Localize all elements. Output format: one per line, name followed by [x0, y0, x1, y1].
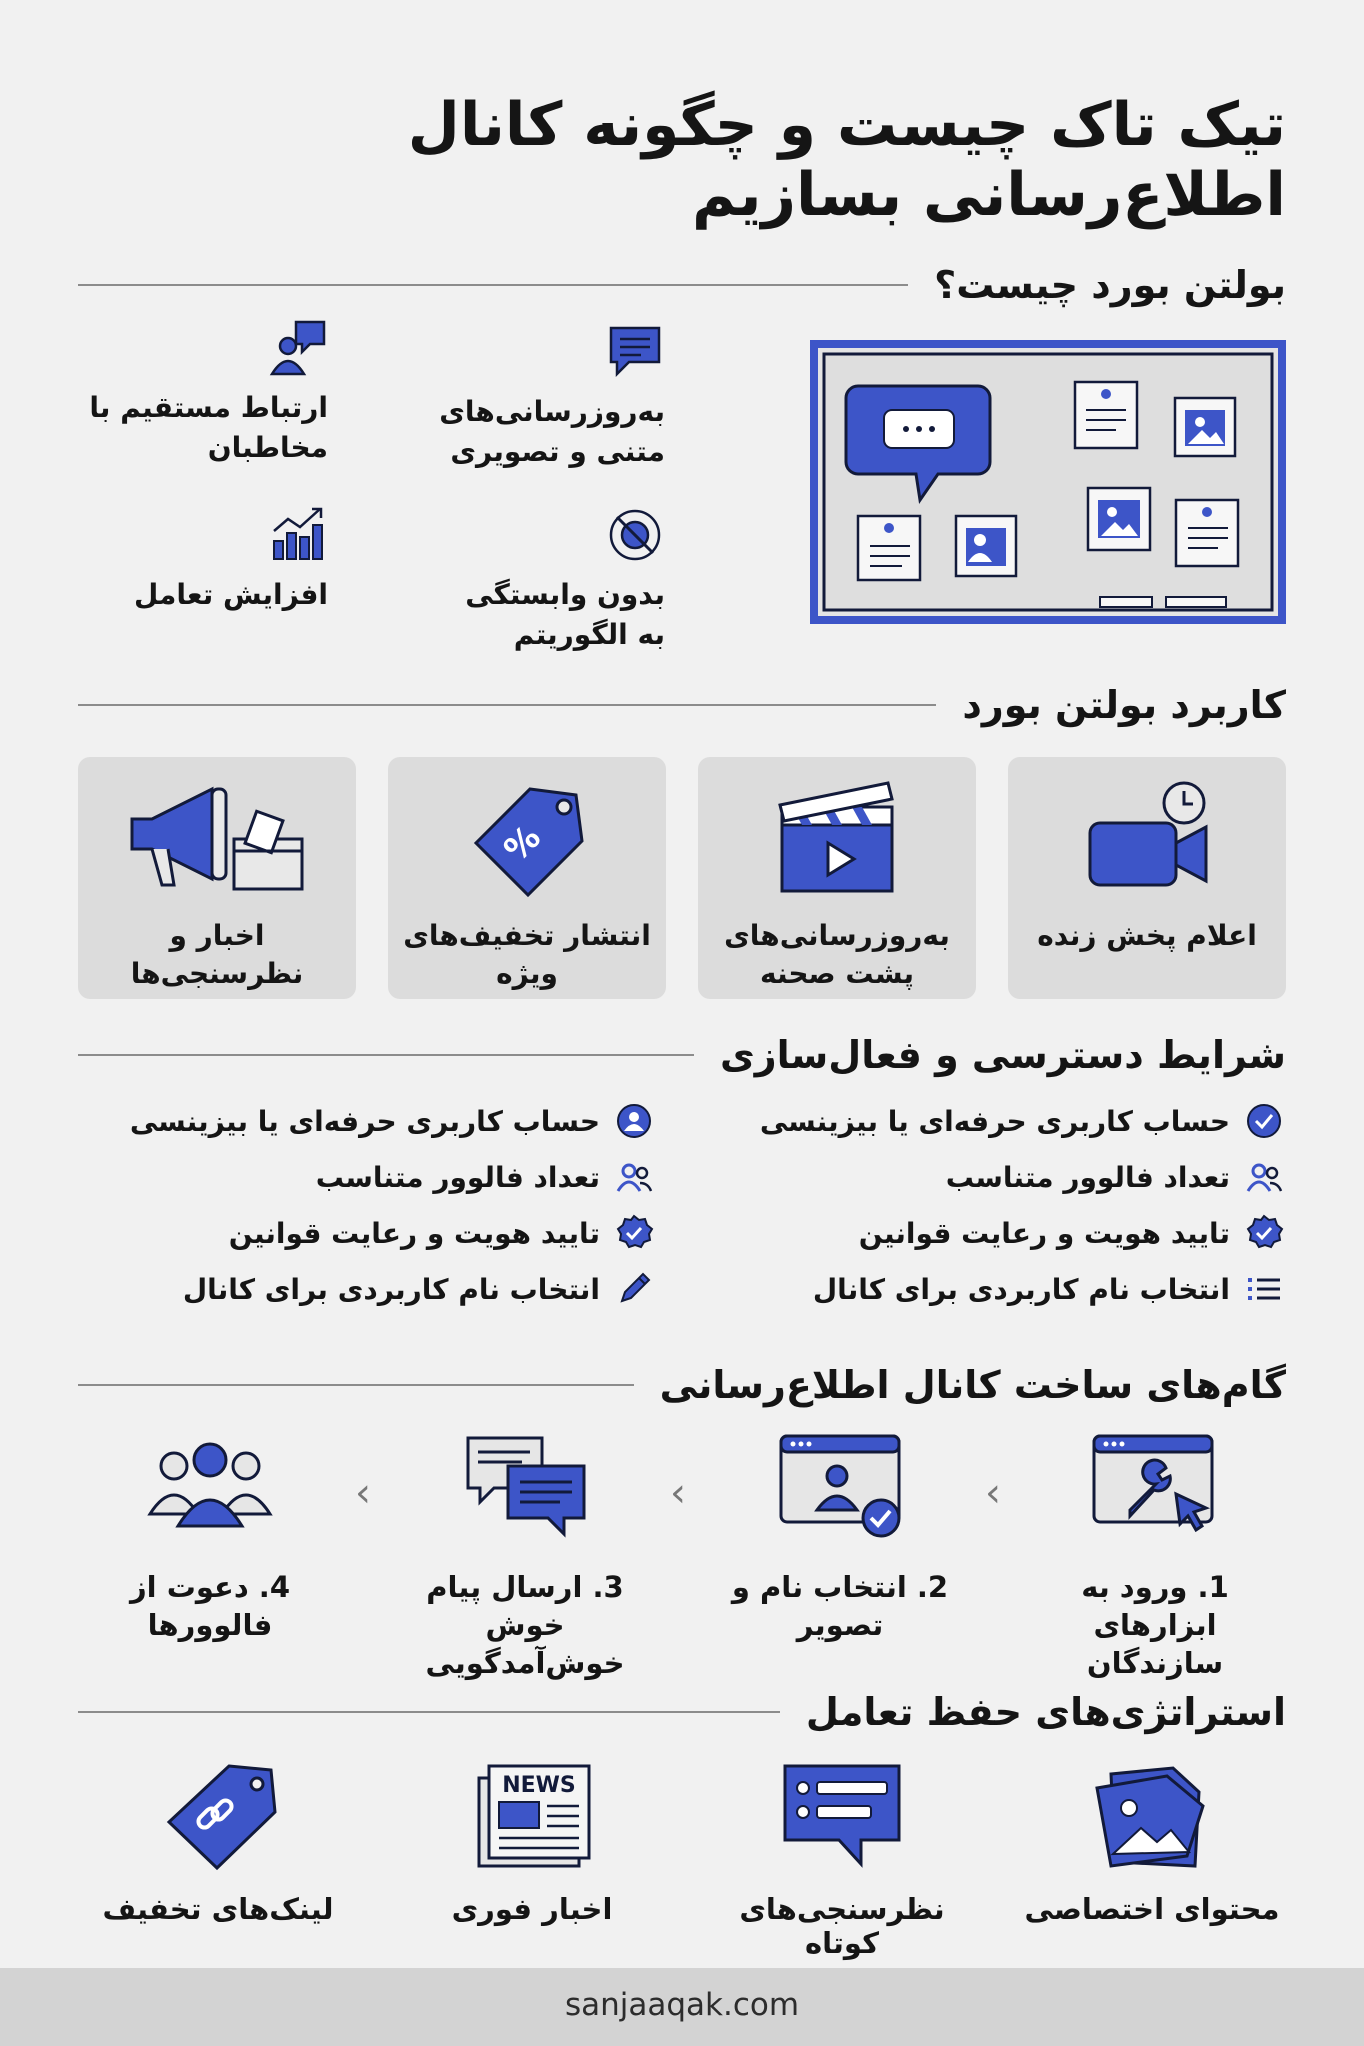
- no-algorithm-icon: [605, 505, 665, 565]
- megaphone-ballot-icon: [122, 779, 312, 899]
- requirement-item: [946, 1152, 1284, 1202]
- use-card-label: انتشار تخفیف‌های ویژه: [403, 919, 651, 990]
- step-label: 4. دعوت از فالوورها: [129, 1570, 291, 1642]
- divider: [78, 1054, 694, 1056]
- requirement-label: حساب کاربری حرفه‌ای یا بیزینسی: [129, 1104, 600, 1138]
- step-item: [1025, 1430, 1285, 1682]
- requirement-item: [229, 1208, 654, 1258]
- use-card-label: اخبار و نظرسنجی‌ها: [130, 919, 304, 990]
- section-requirements-header: [78, 1025, 1286, 1085]
- divider: [78, 284, 908, 286]
- feature-label: به‌روزرسانی‌های متنی و تصویری: [439, 395, 665, 468]
- requirement-item: [130, 1096, 654, 1146]
- welcome-message-icon: [460, 1430, 590, 1542]
- use-card: [388, 757, 666, 999]
- user-circle-icon: [614, 1101, 654, 1141]
- feature-item: [365, 322, 665, 472]
- requirement-item: [760, 1096, 1284, 1146]
- section-strategies-header: [78, 1682, 1286, 1742]
- verified-badge-icon: [1244, 1213, 1284, 1253]
- strategy-label: محتوای اختصاصی: [1024, 1892, 1280, 1926]
- step-label: 1. ورود به ابزارهای سازندگان: [1081, 1570, 1229, 1680]
- requirement-item: [813, 1264, 1284, 1314]
- users-icon: [614, 1157, 654, 1197]
- followers-group-icon: [140, 1430, 280, 1542]
- feature-item: [365, 505, 665, 655]
- feature-label: ارتباط مستقیم با مخاطبان: [89, 391, 328, 464]
- discount-tag-icon: [452, 779, 602, 899]
- feature-item: [28, 505, 328, 615]
- requirement-item: [859, 1208, 1284, 1258]
- step-item: [395, 1430, 655, 1682]
- footer-url[interactable]: sanjaaqak.com: [0, 1968, 1364, 2046]
- strategy-item: [702, 1760, 982, 1960]
- use-card: [78, 757, 356, 999]
- section-heading: بولتن بورد چیست؟: [934, 263, 1286, 307]
- live-camera-icon: [1072, 779, 1222, 899]
- check-circle-icon: [1244, 1101, 1284, 1141]
- list-icon: [1244, 1269, 1284, 1309]
- section-heading: شرایط دسترسی و فعال‌سازی: [719, 1033, 1286, 1077]
- requirement-item: [316, 1152, 654, 1202]
- pencil-icon: [614, 1269, 654, 1309]
- newspaper-badge: NEWS: [502, 1773, 576, 1798]
- section-steps-header: [78, 1355, 1286, 1415]
- users-icon: [1244, 1157, 1284, 1197]
- chevron-left-icon: ‹: [670, 1470, 686, 1516]
- use-card-label: به‌روزرسانی‌های پشت صحنه: [724, 919, 950, 990]
- strategy-label: نظرسنجی‌های کوتاه: [739, 1892, 945, 1960]
- verified-badge-icon: [614, 1213, 654, 1253]
- bulletin-board-illustration: [810, 340, 1286, 624]
- section-what-header: [78, 255, 1286, 315]
- strategy-item: [1012, 1760, 1292, 1926]
- requirement-label: تعداد فالوور متناسب: [945, 1160, 1230, 1194]
- step-label: 2. انتخاب نام و تصویر: [731, 1570, 949, 1642]
- use-card: [1008, 757, 1286, 999]
- requirement-label: تعداد فالوور متناسب: [315, 1160, 600, 1194]
- exclusive-media-icon: [1087, 1760, 1217, 1872]
- divider: [78, 1384, 634, 1386]
- requirement-label: انتخاب نام کاربردی برای کانال: [812, 1272, 1230, 1306]
- clapperboard-icon: [762, 779, 912, 899]
- section-uses-header: [78, 675, 1286, 735]
- use-card-label: اعلام پخش زنده: [1037, 919, 1257, 952]
- feature-item: [28, 318, 328, 468]
- step-label: 3. ارسال پیام خوش خوش‌آمدگویی: [425, 1570, 625, 1680]
- newspaper-icon: [467, 1760, 597, 1872]
- requirement-label: تایید هویت و رعایت قوانین: [228, 1216, 600, 1250]
- divider: [78, 1711, 780, 1713]
- section-heading: استراتژی‌های حفظ تعامل: [805, 1690, 1286, 1734]
- step-item: [710, 1430, 970, 1644]
- strategy-item: [392, 1760, 672, 1926]
- requirement-label: انتخاب نام کاربردی برای کانال: [182, 1272, 600, 1306]
- profile-check-icon: [775, 1430, 905, 1542]
- feature-label: بدون وابستگی به الگوریتم: [465, 578, 665, 651]
- use-card: [698, 757, 976, 999]
- section-heading: کاربرد بولتن بورد: [962, 683, 1286, 727]
- growth-chart-icon: [268, 505, 328, 565]
- chevron-left-icon: ‹: [355, 1470, 371, 1516]
- link-tag-icon: [153, 1760, 283, 1872]
- section-heading: گام‌های ساخت کانال اطلاع‌رسانی: [659, 1363, 1286, 1407]
- requirement-label: تایید هویت و رعایت قوانین: [858, 1216, 1230, 1250]
- step-item: [80, 1430, 340, 1644]
- requirement-item: [183, 1264, 654, 1314]
- user-chat-icon: [268, 318, 328, 378]
- poll-bubble-icon: [777, 1760, 907, 1872]
- chat-lines-icon: [605, 322, 665, 382]
- chevron-left-icon: ‹: [985, 1470, 1001, 1516]
- divider: [78, 704, 936, 706]
- svg-text:%: %: [496, 817, 549, 870]
- feature-label: افزایش تعامل: [134, 578, 328, 611]
- strategy-label: لینک‌های تخفیف: [102, 1892, 334, 1926]
- page-title: تیک تاک چیست و چگونه کانال اطلاع‌رسانی بسازیم: [407, 90, 1286, 230]
- strategy-item: [78, 1760, 358, 1926]
- strategy-label: اخبار فوری: [451, 1892, 613, 1926]
- creator-tools-icon: [1090, 1430, 1220, 1542]
- requirement-label: حساب کاربری حرفه‌ای یا بیزینسی: [759, 1104, 1230, 1138]
